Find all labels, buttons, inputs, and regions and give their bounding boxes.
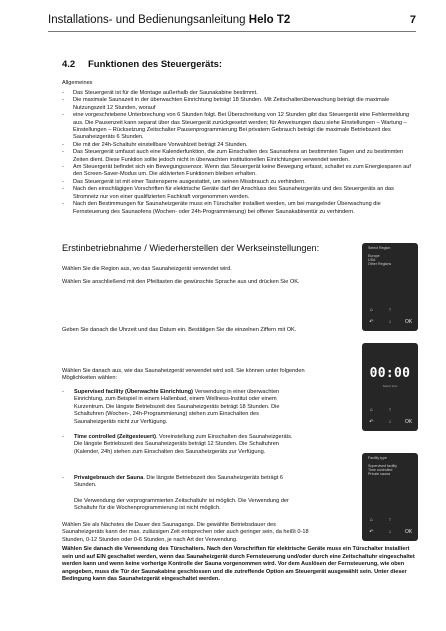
- screen-title: Select Region: [368, 246, 391, 250]
- list-item: - Die maximale Saunazeit in der überwachten Einrichtung beträgt 18 Stunden. Mit Zeitschalterüberwachung beträgt die maximale Nutzungszeit 12 Stunden, worauf: [62, 97, 417, 112]
- clock-time: 00:00: [369, 366, 411, 381]
- section-heading: [62, 59, 222, 70]
- paragraph-private-note: Die Verwendung der vorprogrammierten Zeitschaltuhr ist möglich. Die Verwendung der Schaltuhr für die Wochenprogrammierung ist nicht möglich.: [74, 498, 289, 512]
- button-row-bottom: [362, 419, 418, 425]
- option-title: Privatgebrauch der Sauna: [74, 475, 144, 481]
- option-description: Verwendung in einer überwachten Einrichtung, zum Beispiel in einem Hallenbad, einem Wellness-Institut oder einem Kurzentrum. Die längste Betriebszeit des Saunaheizgeräts beträgt 18 Stunden. Die Schaltuhren (Wochen-, 24h-Programmierung) stehen zum Einschalten des Saunaheizgeräts nicht zur Verfügung.: [74, 389, 280, 425]
- page-header: [48, 14, 416, 28]
- button-row-bottom: [362, 319, 418, 325]
- page-number: 7: [409, 14, 416, 26]
- screen-title: Facility type: [368, 456, 387, 460]
- paragraph-door-switch: Wählen Sie danach die Verwendung des Türschalters. Nach den Vorschriften für elektrische Geräte muss ein Türschalter installiert sein und auf EIN geschaltet werden, wenn das Saunaheizgerät durch Fernsteuerung und/oder durch eine Zeitschaltuhr eingeschaltet werden kann und wenn keine vorherige Kontrolle der Sauna vorgenommen wird. Vor dem Auslösen der Fernsteuerung, wie oben angegeben, muss die Tür der Saunakabine geschlossen und die zutreffende Option am Steuergerät ausgewählt sein. Unter dieser Bedingung kann das Saunaheizgerät eingeschaltet werden.: [62, 546, 415, 582]
- up-arrow-icon[interactable]: ↑: [388, 307, 392, 313]
- ok-button[interactable]: OK: [405, 529, 413, 535]
- list-item: - eine vorgeschriebene Unterbrechung von 6 Stunden folgt. Bei Überschreitung von 12 Stunden gibt das Steuergerät eine Fehlermeldung aus. Die Pausenzeit kann separat über das Steuergerät zurückgesetzt werden; für Anweisungen dazu siehe Einstellungen – Wartung – Einstellungen – Rücksetzung Zeitschalter Pausenprogrammierung Bei privatem Gebrauch beträgt die maximale Betriebszeit des Saunaheizgeräts 6 Stunden.: [62, 112, 417, 142]
- clock-label: Select time: [382, 384, 398, 388]
- option-description: . Voreinstellung zum Einschalten des Saunaheizgeräts. Die längste Betriebszeit des Saunaheizgeräts beträgt 12 Stunden. Die Schaltuhren (Kalender, 24h) stehen zum Einschalten des Saunaheizgeräts zur Verfügung.: [74, 434, 293, 455]
- down-arrow-icon[interactable]: ↓: [388, 419, 392, 425]
- bullet-dash: -: [62, 475, 64, 481]
- facility-option: Time controlled: [368, 468, 393, 472]
- document-title-product: Helo T2: [248, 14, 291, 26]
- back-icon[interactable]: ↶: [369, 319, 374, 325]
- paragraph-region: Wählen Sie die Region aus, wo das Saunaheizgerät verwendet wird.: [62, 266, 232, 272]
- button-row-top: [362, 517, 418, 523]
- list-item: - Nach den einschlägigen Vorschriften für elektrische Geräte darf der Anschluss des Saunaheizgeräts und des Steuergeräts an das Stromnetz nur von einer qualifizierten Fachkraft vorgenommen werden.: [62, 186, 417, 201]
- list-item: - Am Steuergerät befindet sich ein Bewegungssensor. Wenn das Steuergerät keine Bewegung erfasst, schaltet es zum Energiesparen auf den Screen-Saver-Modus um. Die aktivierten Funktionen bleiben erhalten.: [62, 164, 417, 179]
- facility-option: Supervised facility: [368, 464, 397, 468]
- section-title: Funktionen des Steuergeräts:: [88, 59, 223, 70]
- spacer: [403, 407, 415, 413]
- option-text: [74, 434, 302, 456]
- controller-screen-facility: [362, 453, 418, 541]
- region-option: USA: [368, 258, 376, 262]
- spacer: [403, 307, 415, 313]
- bullet-dash: -: [62, 389, 64, 395]
- list-item: - Das Steuergerät ist mit einer Tastensperre ausgestattet, um seinen Missbrauch zu verhindern.: [62, 179, 417, 186]
- back-icon[interactable]: ↶: [369, 419, 374, 425]
- paragraph-language: Wählen Sie anschließend mit den Pfeiltasten die gewünschte Sprache aus und drücken Sie OK.: [62, 279, 300, 285]
- ok-button[interactable]: OK: [405, 419, 413, 425]
- button-row-bottom: [362, 529, 418, 535]
- option-text: [74, 389, 302, 426]
- option-title: Supervised facility (Überwachte Einrichtung): [74, 389, 194, 395]
- up-arrow-icon[interactable]: ↑: [388, 517, 392, 523]
- region-option: Other Regions: [368, 262, 392, 266]
- controller-screen-region: [362, 243, 418, 331]
- facility-option: Private sauna: [368, 472, 390, 476]
- ok-button[interactable]: OK: [405, 319, 413, 325]
- document-title: [48, 14, 290, 26]
- home-icon[interactable]: ⌂: [369, 307, 373, 313]
- back-icon[interactable]: ↶: [369, 529, 374, 535]
- down-arrow-icon[interactable]: ↓: [388, 319, 392, 325]
- section-number: 4.2: [62, 59, 76, 70]
- header-rule: [48, 31, 416, 32]
- paragraph-time: Geben Sie danach die Uhrzeit und das Datum ein. Bestätigen Sie die einzelnen Ziffern mit OK.: [62, 327, 297, 333]
- button-row-top: [362, 407, 418, 413]
- list-item: - Das Steuergerät umfasst auch eine Kalenderfunktion, die zum Einschalten des Saunaofens an bestimmten Tagen und zu bestimmten Zeiten dient. Diese Funktion sollte jedoch nicht in überwachten institutionellen Einrichtungen verwendet werden.: [62, 149, 417, 164]
- controller-screen-clock: [362, 343, 418, 431]
- list-item: - Nach den Bestimmungen für Saunaheizgeräte muss ein Türschalter installiert werden, um bei mangelnder Überwachung die Fernsteuerung des Saunaofens (Wochen- oder 24h-Programmierung) bei offener Saunakabinentür zu verhindern.: [62, 201, 417, 216]
- region-option: Europe: [368, 254, 380, 258]
- document-title-prefix: Installations- und Bedienungsanleitung: [48, 14, 249, 26]
- general-bullet-list: [62, 90, 417, 216]
- button-row-top: [362, 307, 418, 313]
- up-arrow-icon[interactable]: ↑: [388, 407, 392, 413]
- list-item: - Die mit der 24h-Schaltuhr einstellbare Vorwahlzeit beträgt 24 Stunden.: [62, 142, 417, 149]
- option-description: . Die längste Betriebszeit des Saunaheizgeräts beträgt 6 Stunden.: [74, 475, 283, 489]
- home-icon[interactable]: ⌂: [369, 517, 373, 523]
- option-title: Time controlled (Zeitgesteuert): [74, 434, 156, 440]
- option-text: [74, 475, 302, 490]
- paragraph-duration: Wählen Sie als Nächstes die Dauer des Saunagangs. Die gewählte Betriebsdauer des Saunaheizgeräts kann der max. zulässigen Zeit entsprechen oder auch geringer sein, da heißt 0-18 Stunden, 0-12 Stunden oder 0-6 Stunden, je nach Art der Verwendung.: [62, 522, 309, 543]
- subheading: Erstinbetriebnahme / Wiederherstellen der Werkseinstellungen:: [62, 243, 320, 253]
- spacer: [403, 517, 415, 523]
- list-item: - Das Steuergerät ist für die Montage außerhalb der Saunakabine bestimmt.: [62, 90, 417, 97]
- down-arrow-icon[interactable]: ↓: [388, 529, 392, 535]
- allgemeines-label: Allgemeines: [62, 80, 93, 86]
- paragraph-select-usage: Wählen Sie danach aus, wie das Saunaheizgerät verwendet wird soll. Sie können unter folgenden Möglichkeiten wählen:: [62, 368, 305, 382]
- bullet-dash: -: [62, 434, 64, 440]
- home-icon[interactable]: ⌂: [369, 407, 373, 413]
